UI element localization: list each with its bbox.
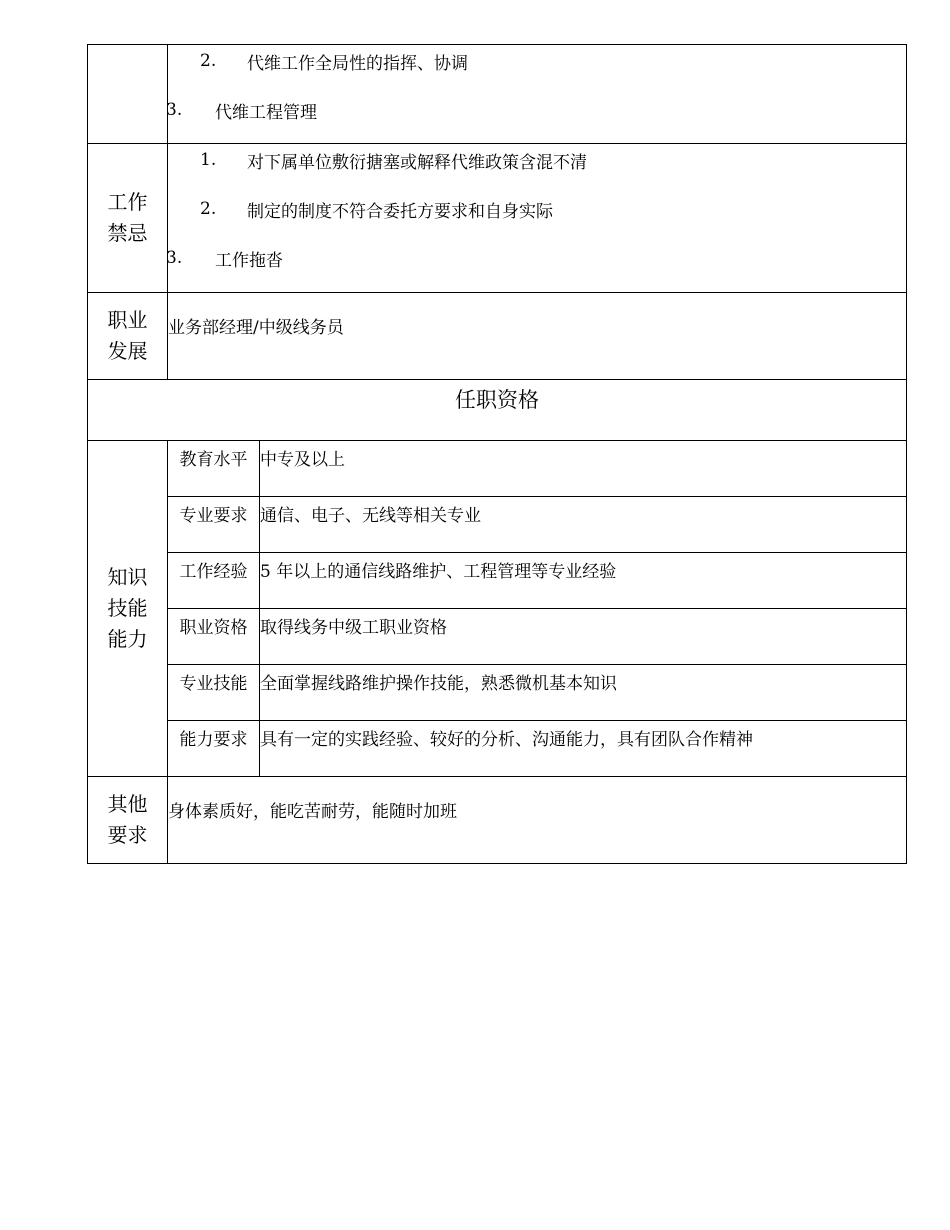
taboo-item (168, 193, 906, 242)
qualification-value-experience: 5 年以上的通信线路维护、工程管理等专业经验 (260, 553, 907, 609)
taboos-content-cell (168, 144, 907, 293)
taboo-item (168, 144, 906, 193)
taboos-label-line2: 禁忌 (107, 221, 148, 245)
career-label-line2: 发展 (107, 339, 148, 363)
taboo-item-text: 工作拖沓 (215, 251, 283, 271)
qualification-label-abilities: 能力要求 (168, 721, 260, 777)
qualifications-label (88, 441, 168, 777)
qualifications-header: 任职资格 (88, 380, 907, 441)
qualification-label-major: 专业要求 (168, 497, 260, 553)
qualification-row (88, 609, 907, 665)
duties-continuation-row (88, 45, 907, 144)
duties-content-cell (168, 45, 907, 144)
taboos-label (88, 144, 168, 293)
duty-item-text: 代维工作全局性的指挥、协调 (247, 54, 468, 74)
other-label (88, 777, 168, 864)
career-label-line1: 职业 (107, 308, 148, 332)
other-label-line2: 要求 (107, 823, 148, 847)
taboo-item-text: 对下属单位敷衍搪塞或解释代维政策含混不清 (247, 153, 587, 173)
taboo-item-number: 3. (166, 248, 183, 268)
duty-item-number: 3. (166, 100, 183, 120)
taboos-row (88, 144, 907, 293)
qualifications-label-line1: 知识 (107, 565, 148, 589)
taboos-label-line1: 工作 (107, 190, 148, 214)
career-content-cell (168, 293, 907, 380)
duty-item (168, 45, 906, 94)
taboo-item-text: 制定的制度不符合委托方要求和自身实际 (247, 202, 553, 222)
taboo-item (168, 242, 906, 291)
taboo-item-number: 1. (200, 150, 217, 170)
other-content-cell (168, 777, 907, 864)
taboo-item-number: 2. (200, 199, 217, 219)
qualification-value-abilities: 具有一定的实践经验、较好的分析、沟通能力，具有团队合作精神 (260, 721, 907, 777)
qualification-label-education: 教育水平 (168, 441, 260, 497)
qualifications-label-line2: 技能 (107, 596, 148, 620)
qualification-row (88, 441, 907, 497)
qualification-value-major: 通信、电子、无线等相关专业 (260, 497, 907, 553)
qualification-row (88, 665, 907, 721)
duty-item-text: 代维工程管理 (215, 103, 317, 123)
qualifications-header-row (88, 380, 907, 441)
career-row (88, 293, 907, 380)
qualification-value-skills: 全面掌握线路维护操作技能，熟悉微机基本知识 (260, 665, 907, 721)
other-label-line1: 其他 (107, 792, 148, 816)
duties-label-cell (88, 45, 168, 144)
career-label (88, 293, 168, 380)
job-description-table (87, 44, 907, 864)
duty-item (168, 94, 906, 143)
qualification-value-certification: 取得线务中级工职业资格 (260, 609, 907, 665)
qualification-label-skills: 专业技能 (168, 665, 260, 721)
qualification-row (88, 721, 907, 777)
career-value: 业务部经理/中级线务员 (168, 318, 344, 338)
qualification-label-experience: 工作经验 (168, 553, 260, 609)
qualification-value-education: 中专及以上 (260, 441, 907, 497)
duty-item-number: 2. (200, 51, 217, 71)
other-value: 身体素质好，能吃苦耐劳，能随时加班 (168, 802, 457, 822)
other-row (88, 777, 907, 864)
qualification-row (88, 553, 907, 609)
qualification-row (88, 497, 907, 553)
qualifications-label-line3: 能力 (107, 627, 148, 651)
qualification-label-certification: 职业资格 (168, 609, 260, 665)
